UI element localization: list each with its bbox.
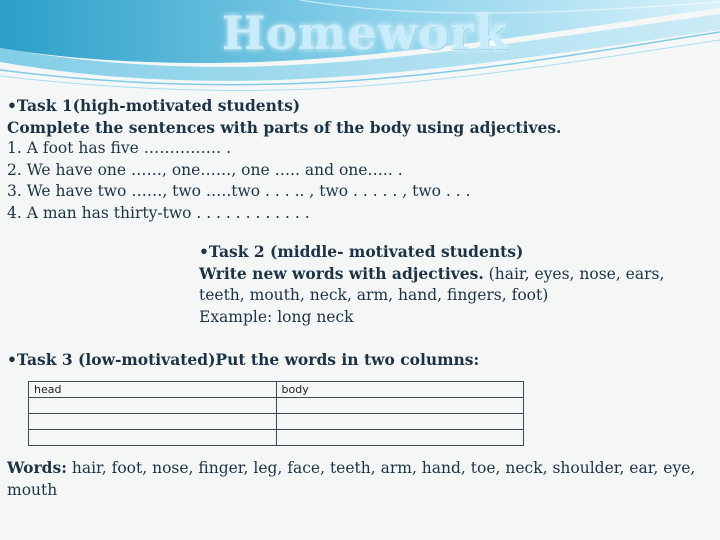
- table-row: [29, 414, 524, 430]
- bullet: •: [7, 96, 17, 115]
- table-cell[interactable]: [276, 398, 524, 414]
- task1-instruction: Complete the sentences with parts of the body using adjectives.: [7, 117, 562, 137]
- words-label: Words:: [7, 458, 67, 477]
- task2-instruction-list: (hair, eyes, nose, ears, teeth, mouth, neck, arm, hand, fingers, foot): [199, 264, 665, 304]
- word-bank: [7, 457, 707, 501]
- task1-item: 1. A foot has five …………… .: [7, 139, 232, 157]
- bullet: •: [199, 242, 209, 261]
- bullet: •: [7, 350, 17, 369]
- task2-heading-line: [199, 241, 714, 263]
- table-cell[interactable]: [276, 414, 524, 430]
- table-cell[interactable]: [29, 414, 277, 430]
- task1-heading: Task 1(high-motivated students): [16, 96, 301, 115]
- task2-example: Example: long neck: [199, 307, 354, 326]
- task1-item: 4. A man has thirty-two . . . . . . . . . . . .: [7, 203, 310, 222]
- table-row: [29, 430, 524, 446]
- table-row: [29, 398, 524, 414]
- column-header-body: body: [276, 382, 524, 398]
- page-title: Homework: [221, 6, 509, 60]
- table-cell[interactable]: [29, 430, 277, 446]
- column-header-head: head: [29, 382, 277, 398]
- words-list: hair, foot, nose, finger, leg, face, teeth, arm, hand, toe, neck, shoulder, ear, eye, mouth: [7, 459, 696, 499]
- task3-heading-line: [7, 349, 607, 371]
- table-cell[interactable]: [29, 398, 277, 414]
- task3-heading: Task 3 (low-motivated)Put the words in two columns:: [16, 350, 480, 369]
- table-header-row: [29, 382, 524, 398]
- two-column-table: [28, 381, 524, 446]
- task2-instruction: [199, 263, 714, 307]
- table-cell[interactable]: [276, 430, 524, 446]
- task2-heading: Task 2 (middle- motivated students): [208, 242, 524, 261]
- task2-instruction-bold: Write new words with adjectives.: [199, 263, 484, 283]
- task1-item: 3. We have two ……, two …..two . . . .. , two . . . . . , two . . .: [7, 182, 471, 200]
- task2-section: [199, 241, 714, 328]
- task1-item: 2. We have one ……, one……, one ….. and one….. .: [7, 160, 403, 179]
- task1-section: [7, 95, 567, 224]
- task1-heading-line: [7, 95, 567, 117]
